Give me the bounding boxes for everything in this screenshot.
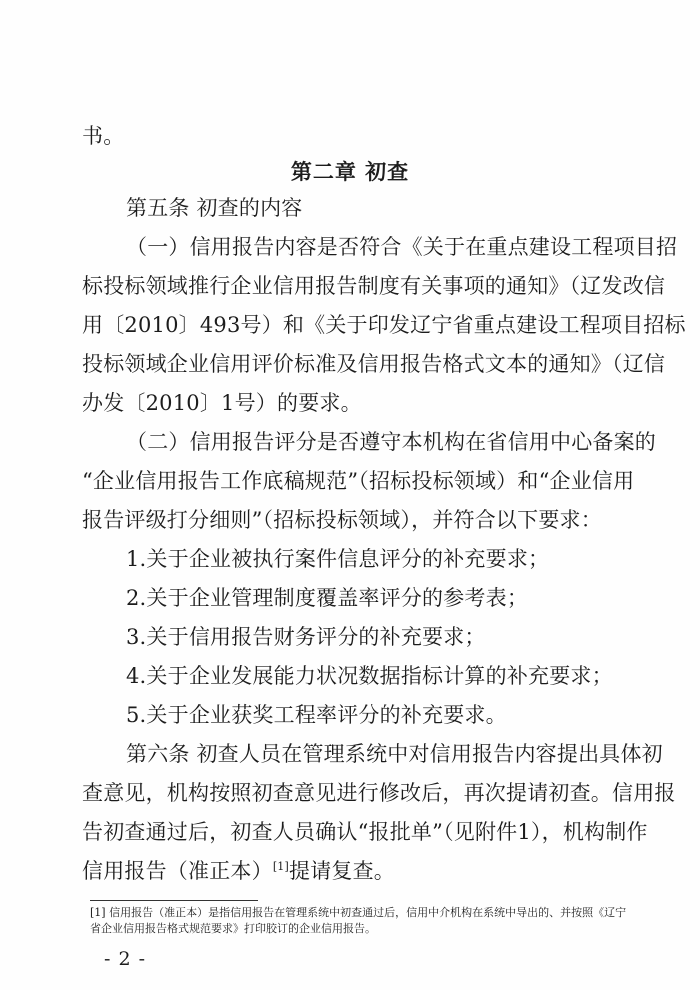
footnote-line-2: 省企业信用报告格式规范要求》打印胶订的企业信用报告。: [90, 922, 376, 935]
item-2-line-1: （二）信用报告评分是否遵守本机构在省信用中心备案的: [126, 430, 656, 454]
item-1-line-3: 用〔2010〕493号）和《关于印发辽宁省重点建设工程项目招标: [82, 313, 686, 337]
chapter-title: 第二章 初查: [290, 160, 410, 184]
item-1-line-5: 办发〔2010〕1号）的要求。: [82, 391, 362, 415]
item-2-line-3: 报告评级打分细则”（招标投标领域），并符合以下要求：: [82, 508, 602, 532]
article-6-line-4: [82, 859, 627, 883]
item-1-line-4: 投标领域企业信用评价标准及信用报告格式文本的通知》（辽信: [82, 352, 666, 376]
list-item-2: 2.关于企业管理制度覆盖率评分的参考表；: [126, 586, 529, 610]
article-6-line-2: 查意见，机构按照初查意见进行修改后，再次提请初查。信用报: [82, 781, 676, 805]
footnote-line-1: [1] 信用报告（准正本）是指信用报告在管理系统中初查通过后，信用中介机构在系统中导出的、并按照《辽宁: [90, 906, 627, 919]
item-2-line-2: “企业信用报告工作底稿规范”（招标投标领域）和“企业信用: [82, 469, 635, 493]
article-6-line-4-before: 信用报告（准正本）: [82, 859, 273, 883]
article-6-line-1: 第六条 初查人员在管理系统中对信用报告内容提出具体初: [126, 742, 663, 766]
footnote-divider: [90, 900, 258, 901]
footnote-reference: [1]: [272, 860, 289, 873]
article-6-line-3: 告初查通过后，初查人员确认“报批单”（见附件1），机构制作: [82, 820, 648, 844]
list-item-3: 3.关于信用报告财务评分的补充要求；: [126, 625, 486, 649]
list-item-5: 5.关于企业获奖工程率评分的补充要求。: [126, 703, 507, 727]
list-item-4: 4.关于企业发展能力状况数据指标计算的补充要求；: [126, 664, 613, 688]
list-item-1: 1.关于企业被执行案件信息评分的补充要求；: [126, 547, 550, 571]
article-5-title: 第五条 初查的内容: [126, 196, 303, 220]
item-1-line-1: （一）信用报告内容是否符合《关于在重点建设工程项目招: [126, 235, 678, 259]
page-number: - 2 -: [104, 948, 147, 970]
article-6-line-4-after: 提请复查。: [289, 859, 395, 883]
item-1-line-2: 标投标领域推行企业信用报告制度有关事项的通知》（辽发改信: [82, 274, 666, 298]
carryover-text: 书。: [82, 124, 125, 148]
